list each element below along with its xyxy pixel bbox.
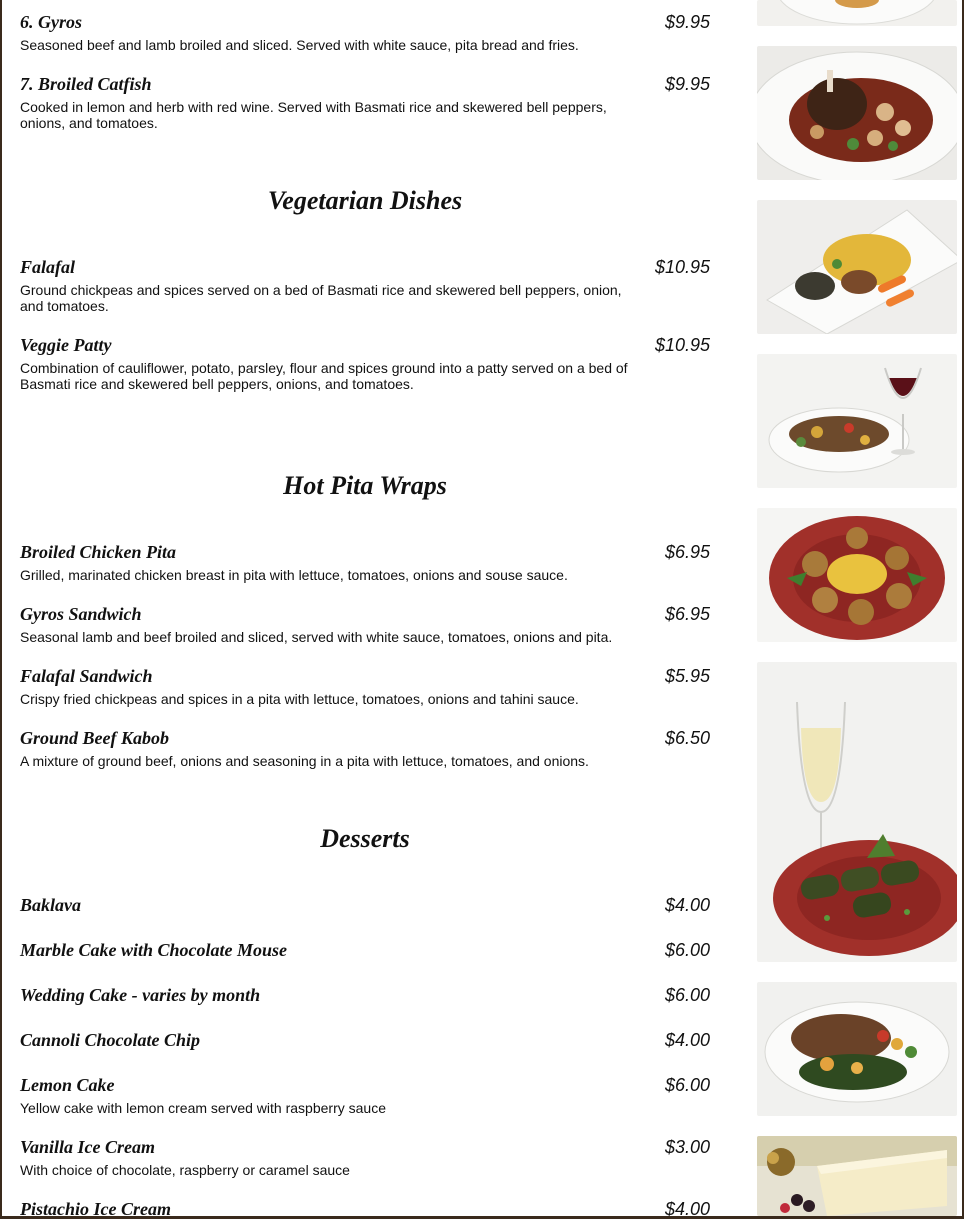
item-description: Crispy fried chickpeas and spices in a pita with lettuce, tomatoes, onions and tahini sauce. (20, 691, 579, 707)
menu-item (20, 603, 710, 645)
menu-item (20, 665, 710, 707)
menu-item (20, 256, 710, 314)
item-description: Yellow cake with lemon cream served with raspberry sauce (20, 1100, 386, 1116)
menu-item (20, 727, 710, 769)
section-heading: Vegetarian Dishes (267, 186, 463, 215)
item-description: Grilled, marinated chicken breast in pita with lettuce, tomatoes, onions and souse sauce. (20, 567, 568, 583)
section-heading: Desserts (320, 824, 410, 853)
item-price: $4.00 (664, 1199, 710, 1216)
item-description: A mixture of ground beef, onions and seasoning in a pita with lettuce, tomatoes, and onions. (20, 753, 589, 769)
menu-item (20, 541, 710, 583)
item-price: $5.95 (664, 666, 710, 686)
rice-plate-photo (757, 200, 957, 334)
menu-item (20, 73, 710, 131)
item-description: Combination of cauliflower, potato, parsley, flour and spices ground into a patty served on a bed of Basmati rice and skewered bell peppers, onions, and tomatoes. (20, 360, 628, 392)
section-heading: Hot Pita Wraps (283, 471, 447, 500)
item-price: $6.95 (664, 542, 710, 562)
item-price: $10.95 (654, 257, 710, 277)
menu-page (2, 0, 962, 1216)
item-price: $6.00 (664, 985, 710, 1005)
item-name: 7. Broiled Catfish (20, 74, 152, 94)
item-name: Gyros Sandwich (20, 604, 142, 624)
item-price: $6.00 (664, 940, 710, 960)
item-description: Seasonal lamb and beef broiled and sliced, served with white sauce, tomatoes, onions and pita. (20, 629, 613, 645)
item-name: Falafal (20, 257, 76, 277)
menu-item (20, 334, 710, 392)
item-name: Baklava (20, 895, 81, 915)
item-price: $4.00 (664, 895, 710, 915)
item-name: Falafal Sandwich (20, 666, 153, 686)
item-name: Lemon Cake (20, 1075, 115, 1095)
item-name: Veggie Patty (20, 335, 112, 355)
kabob-with-wine-photo (757, 354, 957, 488)
menu-item (20, 939, 710, 961)
grape-leaves-with-wine-photo (757, 662, 957, 962)
menu-item (20, 1136, 710, 1178)
item-name: Wedding Cake - varies by month (20, 985, 261, 1005)
lamb-shank-photo (757, 46, 957, 180)
item-price: $6.00 (664, 1075, 710, 1095)
menu-item (20, 11, 710, 53)
plated-dish-photo (757, 0, 957, 26)
item-name: Broiled Chicken Pita (20, 542, 177, 562)
falafel-plate-photo (757, 508, 957, 642)
menu-item (20, 984, 710, 1006)
item-description: With choice of chocolate, raspberry or caramel sauce (20, 1162, 350, 1178)
menu-item (20, 1198, 710, 1216)
beef-kabob-platter-photo (757, 982, 957, 1116)
menu-item (20, 1074, 710, 1116)
item-price: $9.95 (664, 12, 710, 32)
cheesecake-photo (757, 1136, 957, 1216)
item-name: 6. Gyros (20, 12, 82, 32)
item-name: Marble Cake with Chocolate Mouse (20, 940, 288, 960)
menu-item (20, 894, 710, 916)
item-price: $6.50 (664, 728, 710, 748)
item-price: $3.00 (664, 1137, 710, 1157)
item-price: $9.95 (664, 74, 710, 94)
item-name: Cannoli Chocolate Chip (20, 1030, 201, 1050)
item-name: Pistachio Ice Cream (20, 1199, 171, 1216)
item-price: $10.95 (654, 335, 710, 355)
item-name: Ground Beef Kabob (20, 728, 170, 748)
item-description: Ground chickpeas and spices served on a bed of Basmati rice and skewered bell peppers, onion, and tomatoes. (20, 282, 622, 314)
item-price: $6.95 (664, 604, 710, 624)
item-description: Cooked in lemon and herb with red wine. Served with Basmati rice and skewered bell peppers, onions, and tomatoes. (20, 99, 607, 131)
item-price: $4.00 (664, 1030, 710, 1050)
menu-item (20, 1029, 710, 1051)
item-name: Vanilla Ice Cream (20, 1137, 156, 1157)
item-description: Seasoned beef and lamb broiled and sliced. Served with white sauce, pita bread and fries. (20, 37, 579, 53)
